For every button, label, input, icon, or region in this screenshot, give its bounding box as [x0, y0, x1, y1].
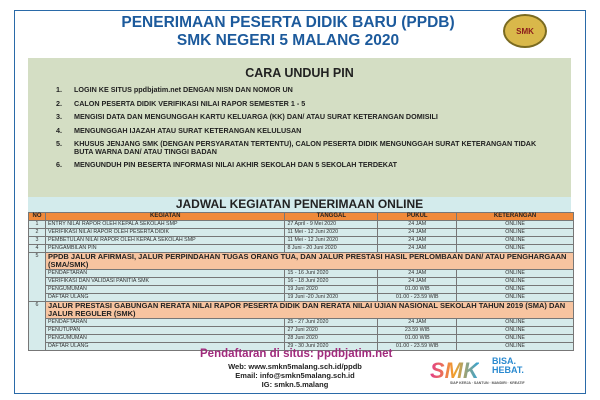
- row-tanggal: 19 Juni -20 Juni 2020: [285, 294, 378, 302]
- row-tanggal: 19 Juni 2020: [285, 286, 378, 294]
- row-tanggal: 27 Juni 2020: [285, 327, 378, 335]
- table-row: [29, 286, 574, 294]
- row-tanggal: 25 - 27 Juni 2020: [285, 319, 378, 327]
- section-title: PPDB JALUR AFIRMASI, JALUR PERPINDAHAN TUGAS ORANG TUA, DAN JALUR PRESTASI HASIL PERLOMBAAN DAN/ ATAU PENGHARGAAN (SMA/SMK): [45, 253, 573, 270]
- step-text: MENGISI DATA DAN MENGUNGGAH KARTU KELUARGA (KK) DAN/ ATAU SURAT KETERANGAN DOMISILI: [74, 112, 438, 121]
- row-pukul: 01.00 WIB: [378, 286, 457, 294]
- step-text: MENGUNGGAH IJAZAH ATAU SURAT KETERANGAN KELULUSAN: [74, 125, 302, 135]
- column-header: KEGIATAN: [45, 213, 284, 221]
- step-item: [56, 161, 546, 169]
- cara-unduh-pin-panel: [28, 58, 571, 197]
- row-no: 6: [29, 302, 46, 351]
- row-kegiatan: PENGUMUMAN: [45, 335, 284, 343]
- row-tanggal: 28 Juni 2020: [285, 335, 378, 343]
- step-text: MENGUNDUH PIN BESERTA INFORMASI NILAI AKHIR SEKOLAH DAN 5 SEKOLAH TERDEKAT: [74, 160, 398, 169]
- step-number: 4.: [56, 125, 62, 135]
- table-row: [29, 229, 574, 237]
- row-no: 2: [29, 229, 46, 237]
- table-row: [29, 335, 574, 343]
- email-link[interactable]: Email: info@smkn5malang.sch.id: [235, 371, 355, 380]
- row-pukul: 24 JAM: [378, 278, 457, 286]
- row-kegiatan: DAFTAR ULANG: [45, 294, 284, 302]
- row-keterangan: ONLINE: [457, 237, 574, 245]
- row-pukul: 24 JAM: [378, 221, 457, 229]
- row-tanggal: 11 Mei - 12 Juni 2020: [285, 237, 378, 245]
- row-keterangan: ONLINE: [457, 286, 574, 294]
- section-title: JALUR PRESTASI GABUNGAN RERATA NILAI RAPOR PESERTA DIDIK DAN RERATA NILAI UJIAN NASIONAL SEKOLAH TAHUN 2019 (SMA) DAN JALUR REGULER (SMK): [45, 302, 573, 319]
- jadwal-title: JADWAL KEGIATAN PENERIMAAN ONLINE: [28, 197, 571, 212]
- row-pukul: 24 JAM: [378, 270, 457, 278]
- row-kegiatan: PENUTUPAN: [45, 327, 284, 335]
- school-logo: [503, 14, 547, 48]
- row-keterangan: ONLINE: [457, 221, 574, 229]
- row-pukul: 01.00 WIB: [378, 335, 457, 343]
- table-row: [29, 270, 574, 278]
- row-pukul: 01.00 - 23.59 WIB: [378, 294, 457, 302]
- step-item: [56, 127, 546, 135]
- row-tanggal: 27 April - 9 Mei 2020: [285, 221, 378, 229]
- row-kegiatan: VERIFIKASI DAN VALIDASI PANITIA SMK: [45, 278, 284, 286]
- section-row: [29, 302, 574, 319]
- row-kegiatan: PENDAFTARAN: [45, 319, 284, 327]
- row-kegiatan: DAFTAR ULANG: [45, 343, 284, 351]
- table-header-row: [29, 213, 574, 221]
- row-no: 3: [29, 237, 46, 245]
- row-kegiatan: ENTRY NILAI RAPOR OLEH KEPALA SEKOLAH SMP: [45, 221, 284, 229]
- tagline: SIAP KERJA · SANTUN · MANDIRI · KREATIF: [450, 381, 525, 385]
- row-kegiatan: PENDAFTARAN: [45, 270, 284, 278]
- table-row: [29, 327, 574, 335]
- row-tanggal: 8 Juni - 20 Juni 2020: [285, 245, 378, 253]
- row-pukul: 23.59 WIB: [378, 327, 457, 335]
- cara-title: CARA UNDUH PIN: [245, 66, 354, 80]
- step-number: 6.: [56, 160, 62, 169]
- table-row: [29, 278, 574, 286]
- row-tanggal: 15 - 16 Juni 2020: [285, 270, 378, 278]
- schedule-table: [28, 212, 574, 351]
- step-number: 1.: [56, 85, 62, 94]
- column-header: PUKUL: [378, 213, 457, 221]
- row-keterangan: ONLINE: [457, 270, 574, 278]
- row-keterangan: ONLINE: [457, 278, 574, 286]
- row-keterangan: ONLINE: [457, 335, 574, 343]
- row-pukul: 24 JAM: [378, 245, 457, 253]
- step-text: CALON PESERTA DIDIK VERIFIKASI NILAI RAPOR SEMESTER 1 - 5: [74, 98, 306, 108]
- section-row: [29, 253, 574, 270]
- row-kegiatan: PEMBETULAN NILAI RAPOR OLEH KEPALA SEKOLAH SMP: [45, 237, 284, 245]
- step-text: LOGIN KE SITUS ppdbjatim.net DENGAN NISN DAN NOMOR UN: [74, 85, 293, 94]
- step-text: KHUSUS JENJANG SMK (DENGAN PERSYARATAN TERTENTU), CALON PESERTA DIDIK MENGUNGGAH SURAT KETERANGAN TIDAK BUTA WARNA DAN/ ATAU TINGGI BADAN: [74, 139, 537, 156]
- row-tanggal: 11 Mei - 12 Juni 2020: [285, 229, 378, 237]
- column-header: TANGGAL: [285, 213, 378, 221]
- step-item: [56, 100, 546, 108]
- contact-info: [200, 362, 390, 389]
- logo-text: SMK: [516, 26, 534, 36]
- step-item: [56, 113, 546, 121]
- step-number: 5.: [56, 139, 62, 148]
- row-pukul: 01.00 - 23.59 WIB: [378, 343, 457, 351]
- row-pukul: 24 JAM: [378, 319, 457, 327]
- row-tanggal: 29 - 30 Juni 2020: [285, 343, 378, 351]
- row-kegiatan: VERIFIKASI NILAI RAPOR OLEH PESERTA DIDIK: [45, 229, 284, 237]
- smk-bisa-hebat-logo: [430, 356, 575, 388]
- row-keterangan: ONLINE: [457, 229, 574, 237]
- column-header: KETERANGAN: [457, 213, 574, 221]
- column-header: NO: [29, 213, 46, 221]
- instagram-link[interactable]: IG: smkn.5.malang: [261, 380, 329, 389]
- bisa-text: BISA.: [492, 356, 517, 366]
- row-keterangan: ONLINE: [457, 319, 574, 327]
- step-item: [56, 86, 546, 94]
- table-row: [29, 319, 574, 327]
- step-item: [56, 140, 546, 155]
- row-no: 5: [29, 253, 46, 302]
- smk-logo-text: SMK: [430, 358, 479, 383]
- row-keterangan: ONLINE: [457, 343, 574, 351]
- row-keterangan: ONLINE: [457, 327, 574, 335]
- web-link[interactable]: Web: www.smkn5malang.sch.id/ppdb: [228, 362, 362, 371]
- row-pukul: 24 JAM: [378, 237, 457, 245]
- table-row: [29, 237, 574, 245]
- step-number: 2.: [56, 98, 62, 108]
- title-line-2: SMK NEGERI 5 MALANG 2020: [176, 32, 400, 49]
- row-no: 1: [29, 221, 46, 229]
- row-no: 4: [29, 245, 46, 253]
- table-row: [29, 221, 574, 229]
- title-line-1: PENERIMAAN PESERTA DIDIK BARU (PPDB): [121, 14, 455, 31]
- row-keterangan: ONLINE: [457, 245, 574, 253]
- row-keterangan: ONLINE: [457, 294, 574, 302]
- row-pukul: 24 JAM: [378, 229, 457, 237]
- row-tanggal: 16 - 18 Juni 2020: [285, 278, 378, 286]
- steps-list: [56, 86, 546, 169]
- row-kegiatan: PENGUMUMAN: [45, 286, 284, 294]
- row-kegiatan: PENGAMBILAN PIN: [45, 245, 284, 253]
- step-number: 3.: [56, 112, 62, 121]
- pendaftaran-site: Pendaftaran di situs: ppdbjatim.net: [200, 348, 393, 360]
- hebat-text: HEBAT.: [492, 365, 524, 375]
